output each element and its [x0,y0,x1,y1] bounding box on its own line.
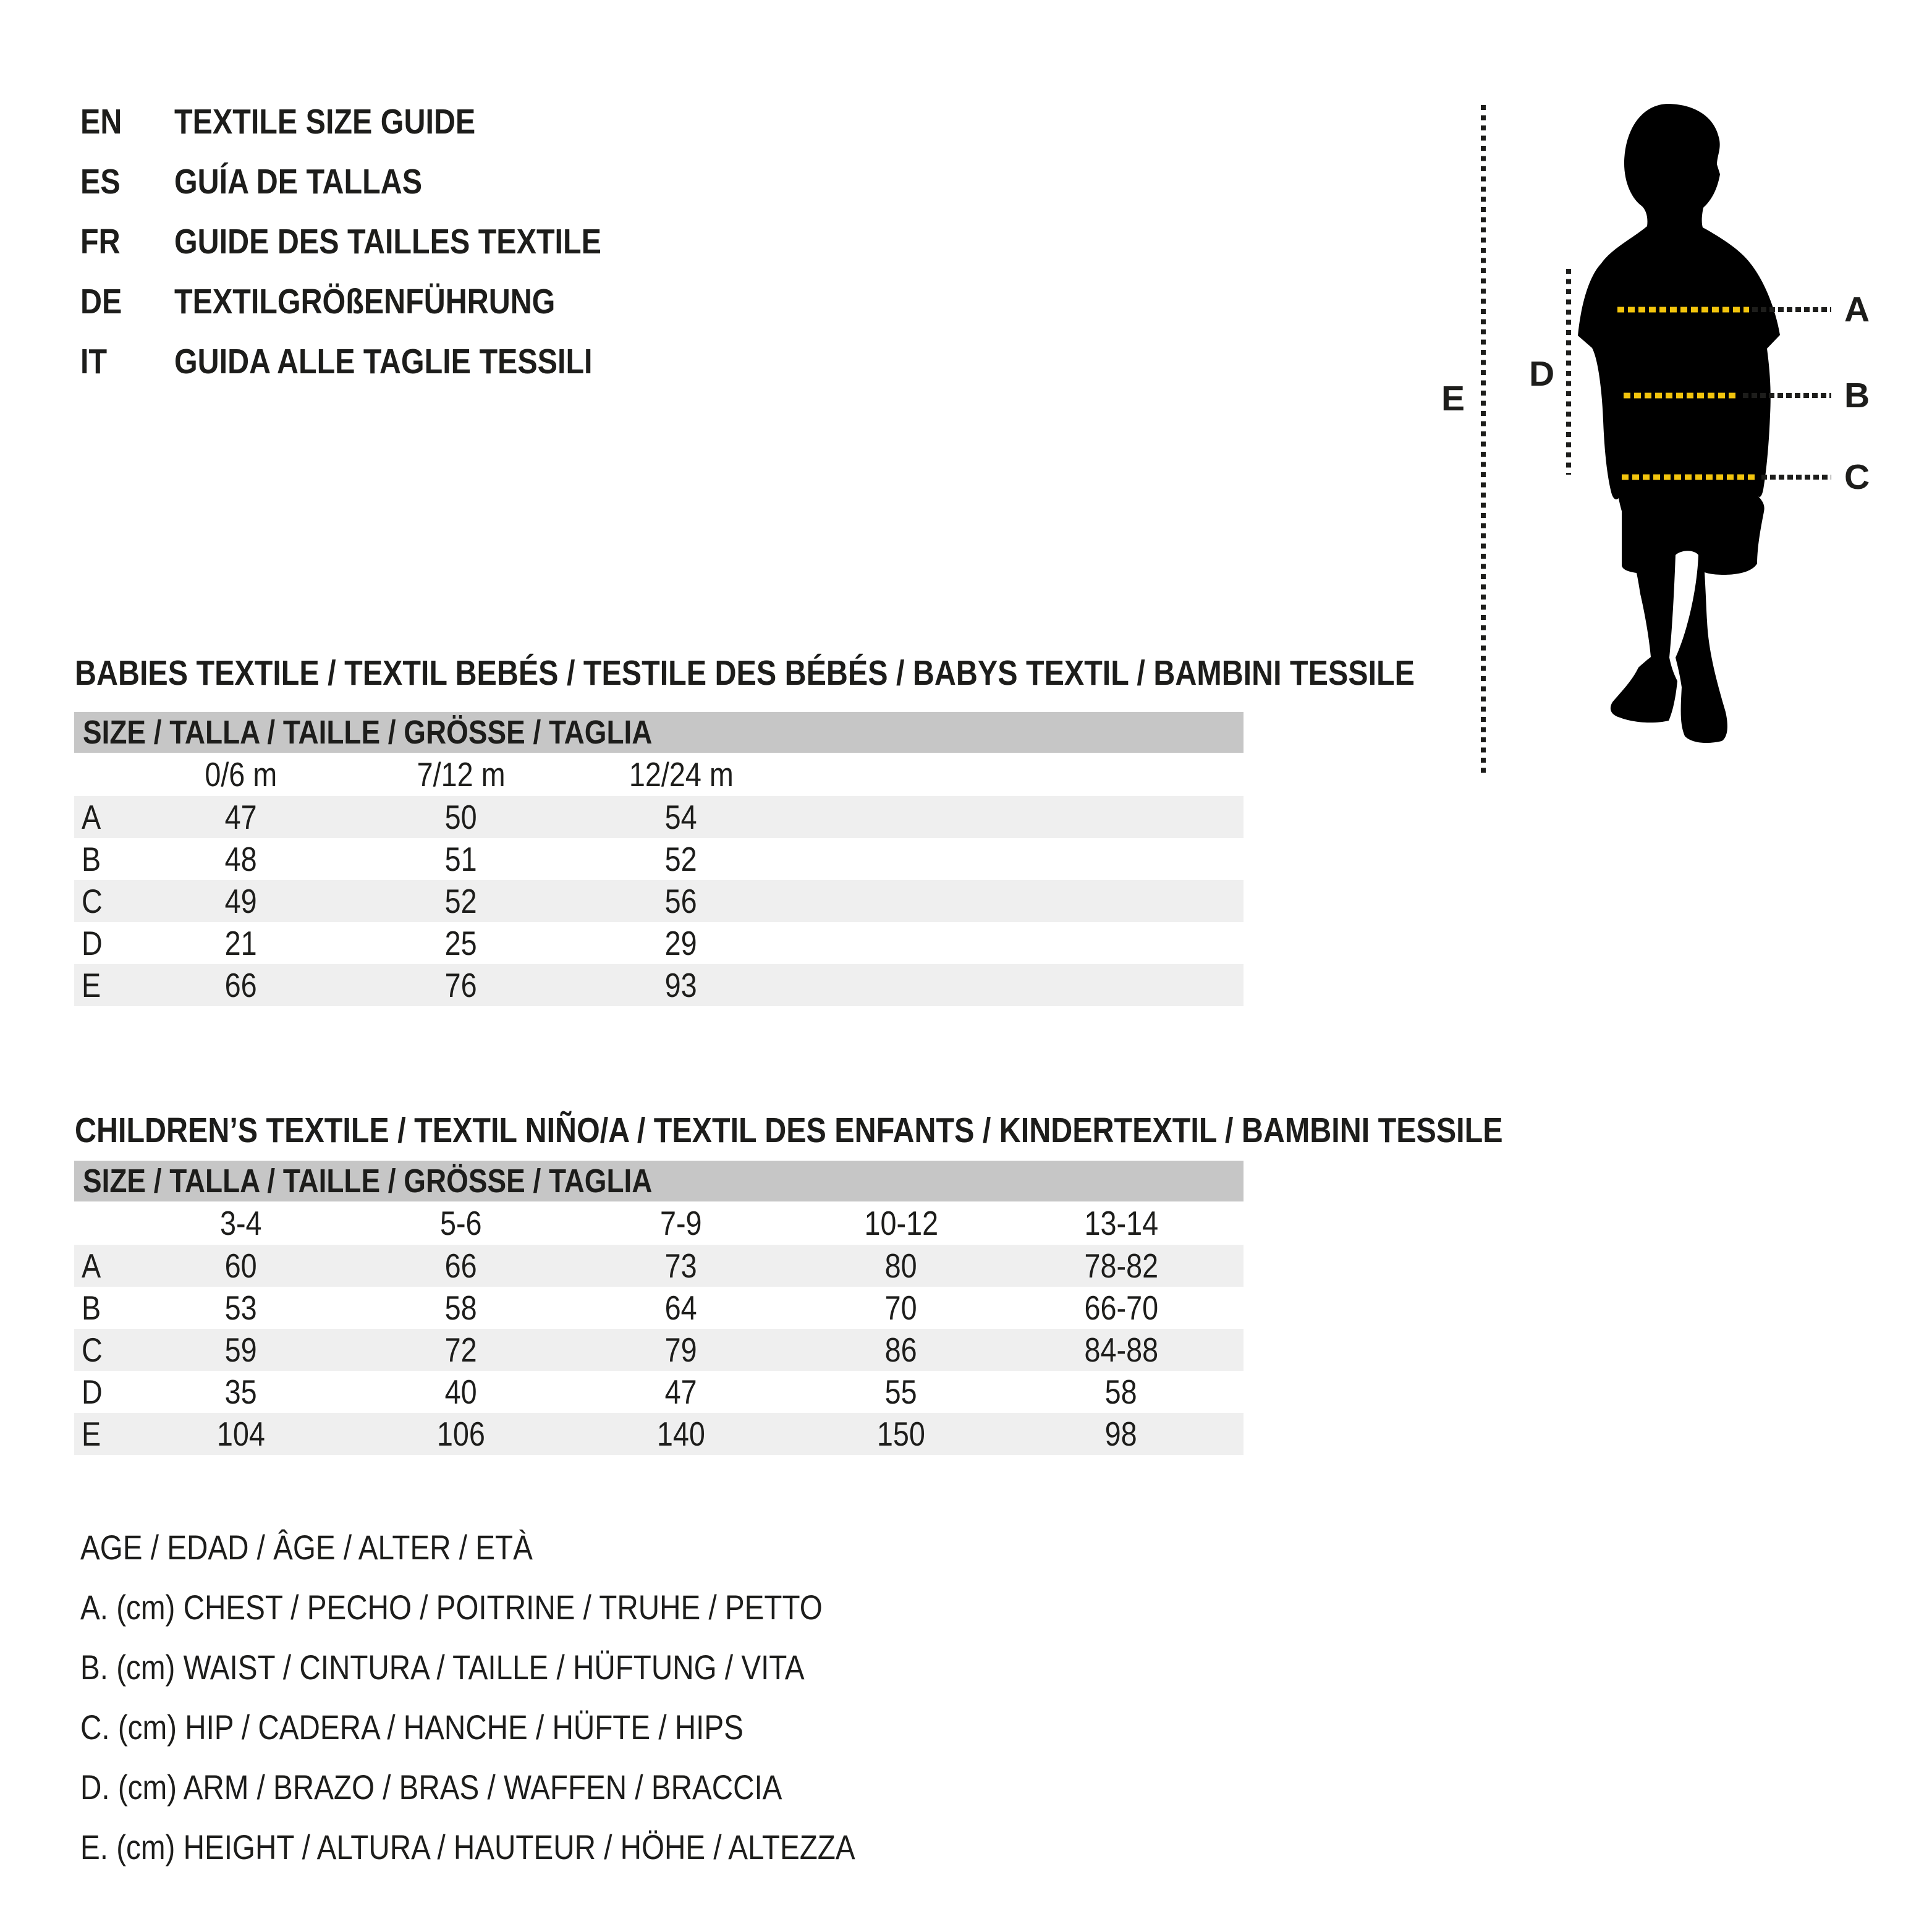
cell: 48 [224,840,258,878]
table-row [74,1245,1244,1287]
table-row [74,1413,1244,1455]
table-row [74,1287,1244,1329]
language-row [80,211,677,271]
language-row [80,271,677,331]
cell: 56 [664,882,698,920]
cell: 104 [216,1415,265,1453]
children-column-header-row [74,1201,1244,1245]
cell: 86 [884,1331,918,1369]
cell: 93 [664,966,698,1004]
cell: 80 [884,1247,918,1285]
cell: 84-88 [1084,1331,1158,1369]
cell: 50 [444,798,478,836]
language-code: IT [80,341,108,381]
cell: 60 [224,1247,258,1285]
column-header: 7-9 [660,1204,702,1242]
children-size-header-bar: SIZE / TALLA / TAILLE / GRÖSSE / TAGLIA [74,1161,1244,1201]
cell: 35 [224,1373,258,1411]
language-list [80,91,677,391]
column-header: 3-4 [220,1204,262,1242]
cell: 58 [444,1289,478,1327]
table-row [74,922,1244,964]
cell: 150 [876,1415,925,1453]
language-title: GUIDA ALLE TAGLIE TESSILI [174,341,593,381]
legend-line: E. (cm) HEIGHT / ALTURA / HAUTEUR / HÖHE / ALTEZZA [80,1828,855,1866]
language-title: TEXTILE SIZE GUIDE [174,101,476,142]
cell: 59 [224,1331,258,1369]
language-code: FR [80,221,121,261]
cell: 66 [224,966,258,1004]
language-title: GUÍA DE TALLAS [174,161,423,201]
figure-label-d: D [1529,354,1555,394]
legend-line: AGE / EDAD / ÂGE / ALTER / ETÀ [80,1528,533,1567]
row-label: C [82,1331,103,1369]
children-size-table [74,1161,1244,1455]
table-row [74,838,1244,880]
cell: 73 [664,1247,698,1285]
row-label: C [82,882,103,920]
cell: 52 [664,840,698,878]
column-header: 7/12 m [417,755,506,794]
cell: 53 [224,1289,258,1327]
cell: 51 [444,840,478,878]
babies-column-header-row [74,753,1244,796]
language-title: TEXTILGRÖßENFÜHRUNG [174,281,556,321]
cell: 98 [1104,1415,1138,1453]
children-section-title: CHILDREN’S TEXTILE / TEXTIL NIÑO/A / TEXTIL DES ENFANTS / KINDERTEXTIL / BAMBINI TESSILE [75,1111,1503,1150]
size-figure-diagram [1440,87,1932,803]
cell: 40 [444,1373,478,1411]
cell: 58 [1104,1373,1138,1411]
table-row [74,964,1244,1006]
legend-line: B. (cm) WAIST / CINTURA / TAILLE / HÜFTUNG / VITA [80,1648,805,1687]
column-header: 10-12 [864,1204,938,1242]
row-label: E [82,1415,101,1453]
language-code: ES [80,161,121,201]
cell: 52 [444,882,478,920]
row-label: B [82,1289,101,1327]
legend-line: A. (cm) CHEST / PECHO / POITRINE / TRUHE / PETTO [80,1588,823,1627]
cell: 106 [436,1415,485,1453]
language-code: DE [80,281,122,321]
figure-label-a: A [1844,290,1870,329]
language-row [80,331,677,391]
row-label: A [82,1247,101,1285]
language-row [80,151,677,211]
cell: 76 [444,966,478,1004]
cell: 79 [664,1331,698,1369]
cell: 66-70 [1084,1289,1158,1327]
babies-section-title: BABIES TEXTILE / TEXTIL BEBÉS / TESTILE DES BÉBÉS / BABYS TEXTIL / BAMBINI TESSILE [75,653,1415,693]
cell: 54 [664,798,698,836]
cell: 21 [224,924,258,962]
row-label: A [82,798,101,836]
language-code: EN [80,101,122,142]
figure-label-e: E [1441,379,1465,418]
column-header: 5-6 [440,1204,482,1242]
row-label: D [82,924,103,962]
column-header: 0/6 m [205,755,278,794]
row-label: D [82,1373,103,1411]
cell: 55 [884,1373,918,1411]
row-label: E [82,966,101,1004]
cell: 49 [224,882,258,920]
cell: 29 [664,924,698,962]
column-header: 12/24 m [629,755,734,794]
language-title: GUIDE DES TAILLES TEXTILE [174,221,601,261]
table-row [74,1329,1244,1371]
cell: 70 [884,1289,918,1327]
babies-size-table [74,712,1244,1006]
cell: 78-82 [1084,1247,1158,1285]
cell: 64 [664,1289,698,1327]
table-row [74,880,1244,922]
child-silhouette-icon [1578,104,1780,743]
legend-line: C. (cm) HIP / CADERA / HANCHE / HÜFTE / HIPS [80,1708,744,1747]
legend-line: D. (cm) ARM / BRAZO / BRAS / WAFFEN / BRACCIA [80,1768,782,1807]
figure-label-c: C [1844,457,1870,497]
table-row [74,1371,1244,1413]
cell: 66 [444,1247,478,1285]
cell: 47 [224,798,258,836]
row-label: B [82,840,101,878]
table-row [74,796,1244,838]
cell: 47 [664,1373,698,1411]
language-row [80,91,677,151]
cell: 140 [656,1415,705,1453]
measurement-legend [80,1517,992,1877]
babies-size-header-bar: SIZE / TALLA / TAILLE / GRÖSSE / TAGLIA [74,712,1244,753]
figure-label-b: B [1844,376,1870,415]
cell: 72 [444,1331,478,1369]
cell: 25 [444,924,478,962]
column-header: 13-14 [1084,1204,1158,1242]
